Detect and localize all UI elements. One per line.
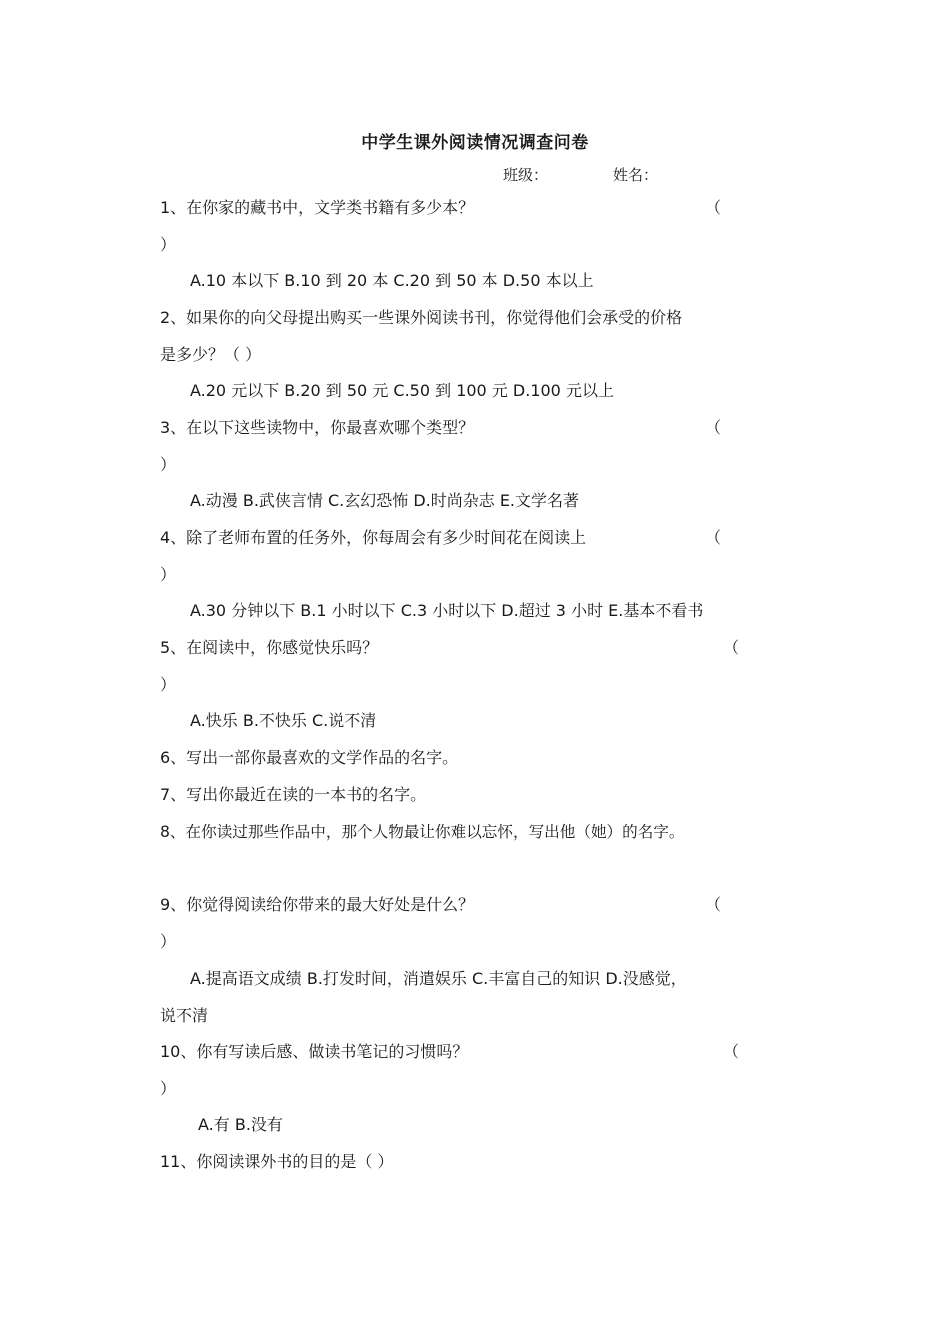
question-9-options: A.提高语文成绩 B.打发时间，消遣娱乐 C.丰富自己的知识 D.没感觉，	[190, 969, 687, 988]
question-4-options: A.30 分钟以下 B.1 小时以下 C.3 小时以下 D.超过 3 小时 E.基本不看书	[190, 601, 704, 620]
document-title: 中学生课外阅读情况调查问卷	[361, 133, 589, 153]
question-2-line-1: 2、如果你的向父母提出购买一些课外阅读书刊，你觉得他们会承受的价格	[160, 308, 683, 327]
question-3-answer-close: ）	[160, 455, 177, 474]
question-3: 3、在以下这些读物中，你最喜欢哪个类型？	[160, 418, 475, 437]
question-9: 9、你觉得阅读给你带来的最大好处是什么？	[160, 895, 475, 914]
question-1: 1、在你家的藏书中，文学类书籍有多少本？	[160, 198, 475, 217]
question-2-options: A.20 元以下 B.20 到 50 元 C.50 到 100 元 D.100 元以上	[190, 381, 614, 400]
question-9-answer-open: （	[705, 895, 722, 914]
question-5-options: A.快乐 B.不快乐 C.说不清	[190, 711, 377, 730]
name-label: 姓名：	[613, 166, 659, 184]
question-2-line-2: 是多少？（ ）	[160, 345, 262, 364]
question-10-answer-open: （	[723, 1042, 740, 1061]
question-3-answer-open: （	[705, 418, 722, 437]
question-1-answer-open: （	[705, 198, 722, 217]
question-11: 11、你阅读课外书的目的是（ ）	[160, 1152, 394, 1171]
question-10-answer-close: ）	[160, 1079, 177, 1098]
class-label: 班级：	[503, 166, 549, 184]
question-6: 6、写出一部你最喜欢的文学作品的名字。	[160, 748, 459, 767]
question-4-answer-close: ）	[160, 565, 177, 584]
question-10: 10、你有写读后感、做读书笔记的习惯吗？	[160, 1042, 469, 1061]
question-3-options: A.动漫 B.武侠言情 C.玄幻恐怖 D.时尚杂志 E.文学名著	[190, 491, 580, 510]
question-5-answer-open: （	[723, 638, 740, 657]
question-5: 5、在阅读中，你感觉快乐吗？	[160, 638, 379, 657]
question-4-answer-open: （	[705, 528, 722, 547]
question-10-options: A.有 B.没有	[198, 1115, 283, 1134]
question-8: 8、在你读过那些作品中，那个人物最让你难以忘怀，写出他（她）的名字。	[160, 823, 685, 841]
question-1-options: A.10 本以下 B.10 到 20 本 C.20 到 50 本 D.50 本以上	[190, 271, 594, 290]
question-9-options-cont: 说不清	[160, 1006, 209, 1025]
question-9-answer-close: ）	[160, 932, 177, 951]
question-5-answer-close: ）	[160, 675, 177, 694]
question-7: 7、写出你最近在读的一本书的名字。	[160, 785, 427, 804]
question-1-answer-close: ）	[160, 235, 177, 254]
question-4: 4、除了老师布置的任务外，你每周会有多少时间花在阅读上	[160, 528, 587, 547]
